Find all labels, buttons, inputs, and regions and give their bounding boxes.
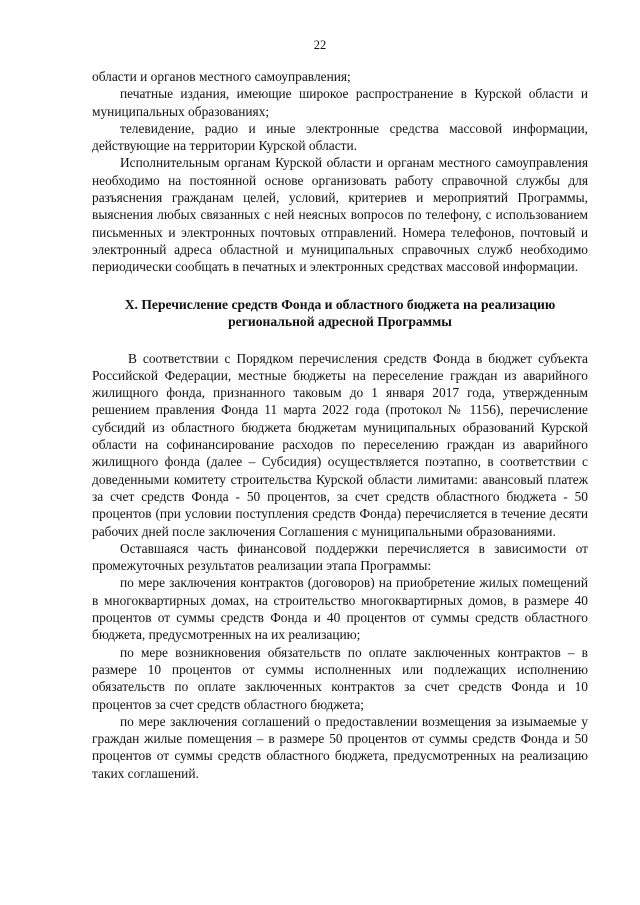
paragraph-reference-service: Исполнительным органам Курской области и органам местного самоуправления необходимо на постоянной основе организовать работу справочной службы для разъяснения гражданам целей, условий, критериев и мероприятий Программы, выяснения любых связанных с ней неясных вопросов по телефону, с использованием письменных и электронных почтовых отправлений. Номера телефонов, почтовый и электронный адреса областной и муниципальных справочных служб необходимо периодически сообщать в печатных и электронных средствах массовой информации. bbox=[92, 155, 588, 275]
section-heading: X. Перечисление средств Фонда и областного бюджета на реализацию региональной адресной Программы bbox=[124, 296, 556, 330]
paragraph-tv-radio: телевидение, радио и иные электронные средства массовой информации, действующие на территории Курской области. bbox=[92, 120, 588, 154]
paragraph-remaining-support: Оставшаяся часть финансовой поддержки перечисляется в зависимости от промежуточных результатов реализации этапа Программы: bbox=[92, 540, 588, 574]
paragraph-obligations-10: по мере возникновения обязательств по оплате заключенных контрактов – в размере 10 процентов от суммы исполненных или подлежащих исполнению обязательств по оплате заключенных контрактов за счет средств Фонда и 10 процентов за счет средств областного бюджета; bbox=[92, 644, 588, 712]
paragraph-compensation-50: по мере заключения соглашений о предоставлении возмещения за изымаемые у граждан жилые помещения – в размере 50 процентов от суммы средств Фонда и 50 процентов от суммы средств областного бюджета, предусмотренных на реализацию таких соглашений. bbox=[92, 713, 588, 781]
page-content bbox=[92, 68, 588, 782]
paragraph-contracts-40: по мере заключения контрактов (договоров) на приобретение жилых помещений в многоквартирных домах, на строительство многоквартирных домов, в размере 40 процентов от суммы средств Фонда и 40 процентов от суммы средств областного бюджета, предусмотренных на их реализацию; bbox=[92, 575, 588, 643]
paragraph-funding-procedure: В соответствии с Порядком перечисления средств Фонда в бюджет субъекта Российской Федерации, местные бюджеты на переселение граждан из аварийного жилищного фонда, признанного таковым до 1 января 2017 года, утвержденным решением правления Фонда 11 марта 2022 года (протокол № 1156), перечисление субсидий из областного бюджета бюджетам муниципальных образований Курской области на софинансирование расходов по переселению граждан из аварийного жилищного фонда (далее – Субсидия) осуществляется поэтапно, в соответствии с доведенными комитету строительства Курской области лимитами: авансовый платеж за счет средств Фонда - 50 процентов, за счет средств областного бюджета - 50 процентов (при условии поступления средств Фонда) перечисляется в течение десяти рабочих дней после заключения Соглашения с муниципальными образованиями. bbox=[92, 350, 588, 539]
paragraph-print-media: печатные издания, имеющие широкое распространение в Курской области и муниципальных образованиях; bbox=[92, 86, 588, 119]
page-number: 22 bbox=[313, 38, 327, 52]
paragraph-continuation: области и органов местного самоуправления; bbox=[92, 69, 351, 84]
